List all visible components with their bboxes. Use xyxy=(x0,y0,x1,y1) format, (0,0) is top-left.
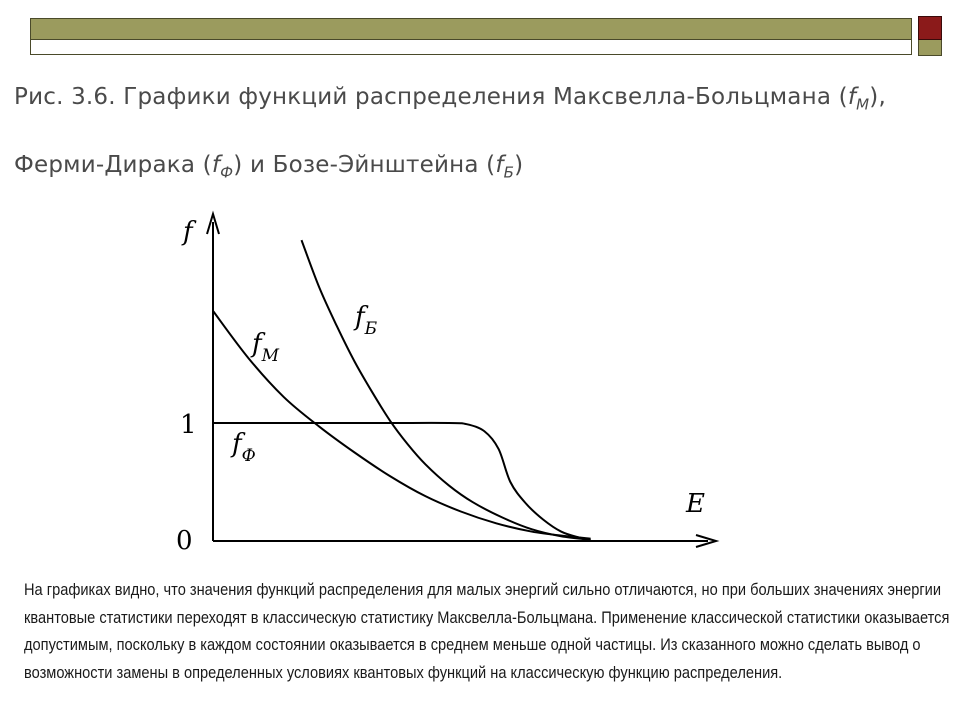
caption-sub: Б xyxy=(503,163,515,182)
caption-sub: Ф xyxy=(220,163,234,182)
caption-text: Рис. 3.6. Графики функций распределения Максвелла-Больцмана ( xyxy=(14,84,848,110)
series-label-subscript: Б xyxy=(364,319,378,339)
body-line: квантовые статистики переходят в классическую статистику Максвелла-Больцмана. Применение классической статистики оказывается xyxy=(24,607,950,627)
body-paragraph xyxy=(24,576,950,686)
series-line-fФ xyxy=(213,423,591,540)
x-axis-label: E xyxy=(686,489,705,519)
series-line-fБ xyxy=(302,240,591,540)
caption-text: ) xyxy=(514,152,524,178)
body-line: допустимым, поскольку в каждом состоянии оказывается в среднем меньше одной частицы. Из сказанного можно сделать вывод о xyxy=(24,635,921,654)
caption-var: f xyxy=(847,84,857,110)
series-label-subscript: M xyxy=(261,346,280,366)
caption-var: f xyxy=(211,152,221,178)
y-axis-label: f xyxy=(183,217,193,247)
body-line: возможности замены в определенных условиях квантовых функций на классическую функцию распределения. xyxy=(24,662,783,682)
caption-text: ) и Бозе-Эйнштейна ( xyxy=(233,152,496,178)
body-line: На графиках видно, что значения функций распределения для малых энергий сильно отличаются, но при больших значениях энергии xyxy=(24,580,942,599)
caption-text: Ферми-Дирака ( xyxy=(14,152,212,178)
caption-var: f xyxy=(495,152,504,178)
caption-sub: M xyxy=(856,95,870,114)
y-tick-label: 1 xyxy=(180,410,197,440)
caption-text: ), xyxy=(869,84,886,110)
series-label: $f_Б$ xyxy=(355,302,378,339)
series-label: $f_M$ xyxy=(252,329,280,366)
y-tick-label: 0 xyxy=(176,526,193,556)
series-label-subscript: Ф xyxy=(241,446,256,466)
series-label: $f_Ф$ xyxy=(232,429,256,466)
